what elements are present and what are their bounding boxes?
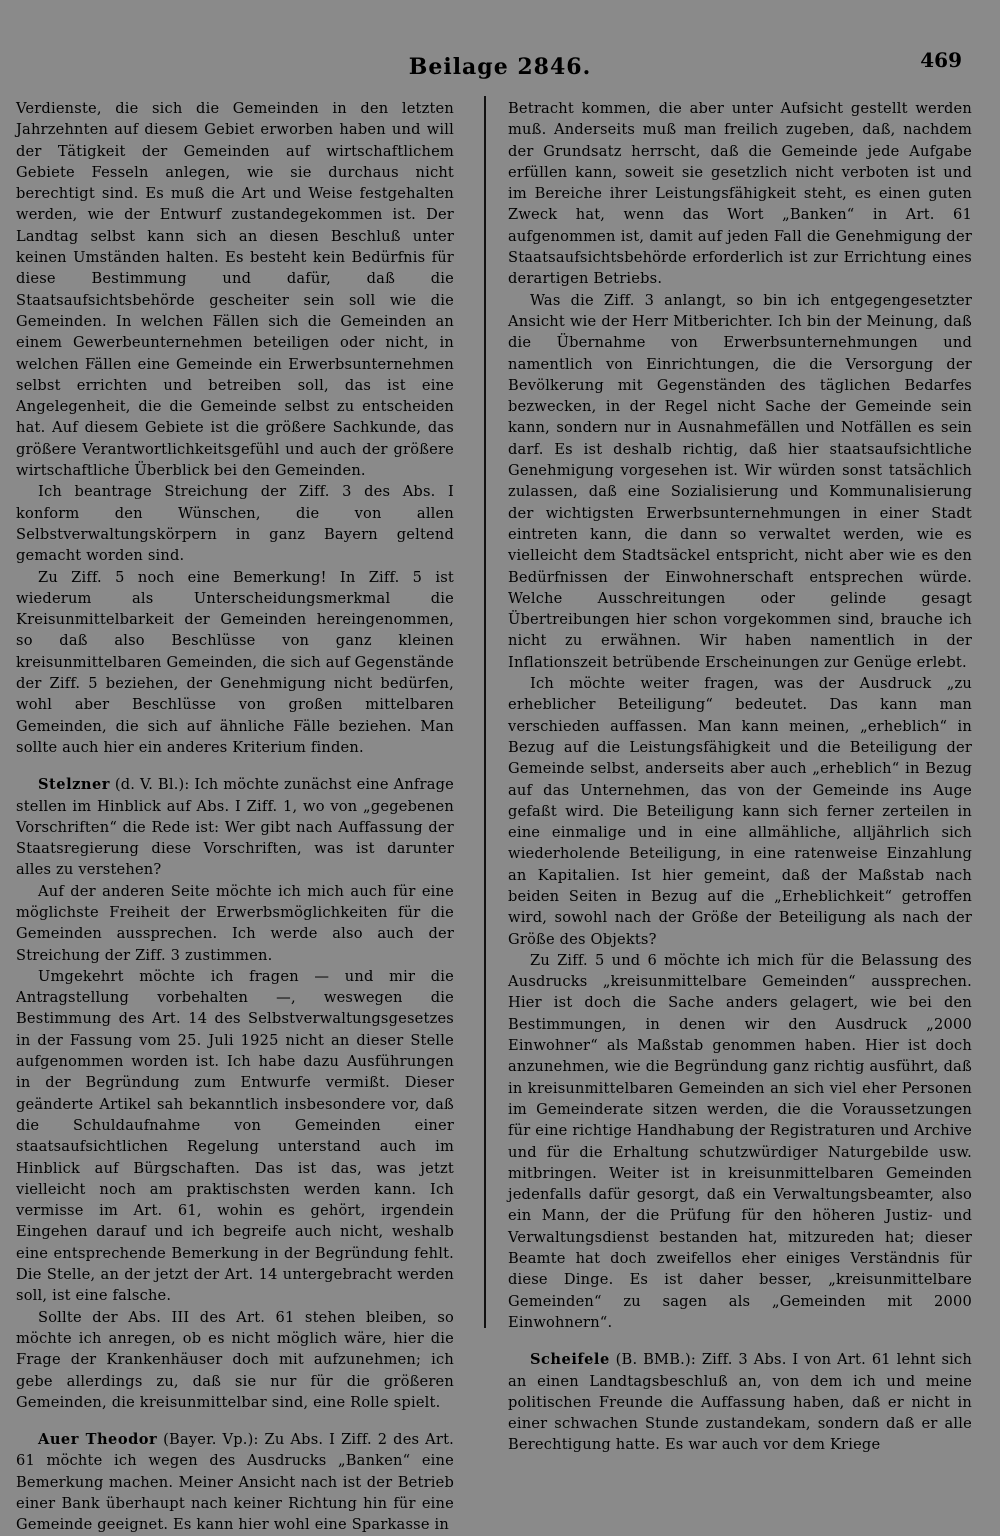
speech-paragraph	[508, 1349, 972, 1455]
paragraph: Ich beantrage Streichung der Ziff. 3 des Abs. I konform den Wünschen, die von allen Selbstverwaltungskörpern in ganz Bayern geltend gemacht worden sind.	[16, 483, 454, 565]
speech-paragraph	[16, 774, 454, 880]
speech-text: (B. BMB.): Ziff. 3 Abs. I von Art. 61 lehnt sich an einen Landtagsbeschluß an, von dem ich und meine politischen Freunde die Auffassung haben, daß er nicht in einer schwachen Stunde zustandekam, sondern daß er alle Berechtigung hatte. Es war auch vor dem Kriege	[508, 1351, 972, 1454]
speaker-name: Auer Theodor	[38, 1431, 158, 1449]
paragraph: Umgekehrt möchte ich fragen — und mir die Antragstellung vorbehalten —, weswegen die Bestimmung des Art. 14 des Selbstverwaltungsgesetzes in der Fassung vom 25. Juli 1925 nicht an dieser Stelle aufgenommen worden ist. Ich habe dazu Ausführungen in der Begründung zum Entwurfe vermißt. Dieser geänderte Artikel sah bekanntlich insbesondere vor, daß die Schuldaufnahme von Gemeinden einer staatsaufsichtlichen Regelung unterstand auch im Hinblick auf Bürgschaften. Das ist das, was jetzt vielleicht noch am praktischsten werden kann. Ich vermisse im Art. 61, wohin es gehört, irgendein Eingehen darauf und ich begreife auch nicht, weshalb eine entsprechende Bemerkung in der Begründung fehlt. Die Stelle, an der jetzt der Art. 14 untergebracht werden soll, ist eine falsche.	[16, 967, 454, 1305]
speech-text: (d. V. Bl.): Ich möchte zunächst eine Anfrage stellen im Hinblick auf Abs. I Ziff. 1, wo von „gegebenen Vorschriften“ die Rede ist: Wer gibt nach Auffassung der Staatsregierung diese Vorschriften, was ist darunter alles zu verstehen?	[16, 776, 454, 879]
page-number: 469	[920, 48, 962, 72]
left-column	[16, 98, 454, 1536]
paragraph: Zu Ziff. 5 und 6 möchte ich mich für die Belassung des Ausdrucks „kreisunmittelbare Gemeinden“ aussprechen. Hier ist doch die Sache anders gelagert, wie bei den Bestimmungen, in denen wir den Ausdruck „2000 Einwohner“ als Maßstab genommen haben. Hier ist doch anzunehmen, wie die Begründung ganz richtig ausführt, daß in kreisunmittelbaren Gemeinden an sich viel eher Personen im Gemeinderate sitzen werden, die die Voraussetzungen für eine richtige Handhabung der Registraturen und Archive und für die Erhaltung schutzwürdiger Naturgebilde usw. mitbringen. Weiter ist in kreisunmittelbaren Gemeinden jedenfalls dafür gesorgt, daß ein Verwaltungsbeamter, also ein Mann, der die Prüfung für den höheren Justiz- und Verwaltungsdienst bestanden hat, mitzureden hat; dieser Beamte hat doch zweifellos eher einiges Verständnis für diese Dinge. Es ist daher besser, „kreisunmittelbare Gemeinden“ zu sagen als „Gemeinden mit 2000 Einwohnern“.	[508, 951, 972, 1331]
paragraph: Verdienste, die sich die Gemeinden in den letzten Jahrzehnten auf diesem Gebiet erworben haben und will der Tätigkeit der Gemeinden auf wirtschaftlichem Gebiete Fesseln anlegen, wie sie durchaus nicht berechtigt sind. Es muß die Art und Weise festgehalten werden, wie der Entwurf zustandegekommen ist. Der Landtag selbst kann sich an diesen Beschluß unter keinen Umständen halten. Es besteht kein Bedürfnis für diese Bestimmung und dafür, daß die Staatsaufsichtsbehörde gescheiter sein soll wie die Gemeinden. In welchen Fällen sich die Gemeinden an einem Gewerbeunternehmen beteiligen oder nicht, in welchen Fällen eine Gemeinde ein Erwerbsunternehmen selbst errichten und betreiben soll, das ist eine Angelegenheit, die die Gemeinde selbst zu entscheiden hat. Auf diesem Gebiete ist die größere Sachkunde, das größere Verantwortlichkeitsgefühl und auch der größere wirtschaftliche Überblick bei den Gemeinden.	[16, 100, 454, 480]
speaker-name: Stelzner	[38, 776, 110, 794]
column-divider	[484, 96, 486, 1328]
paragraph: Zu Ziff. 5 noch eine Bemerkung! In Ziff. 5 ist wiederum als Unterscheidungsmerkmal die Kreisunmittelbarkeit der Gemeinden hereingenommen, so daß also Beschlüsse von ganz kleinen kreisunmittelbaren Gemeinden, die sich auf Gegenstände der Ziff. 5 beziehen, der Genehmigung nicht bedürfen, wohl aber Beschlüsse von großen mittelbaren Gemeinden, die sich auf ähnliche Fälle beziehen. Man sollte auch hier ein anderes Kriterium finden.	[16, 568, 454, 756]
speech-text: (Bayer. Vp.): Zu Abs. I Ziff. 2 des Art. 61 möchte ich wegen des Ausdrucks „Banken“ eine Bemerkung machen. Meiner Ansicht nach ist der Betrieb einer Bank überhaupt nach keiner Richtung hin für eine Gemeinde geeignet. Es kann hier wohl eine Sparkasse in	[16, 1431, 454, 1534]
right-column	[508, 98, 972, 1456]
page-title: Beilage 2846.	[408, 54, 592, 80]
paragraph: Betracht kommen, die aber unter Aufsicht gestellt werden muß. Anderseits muß man freilich zugeben, daß, nachdem der Grundsatz herrscht, daß die Gemeinde jede Aufgabe erfüllen kann, soweit sie gesetzlich nicht verboten ist und im Bereiche ihrer Leistungsfähigkeit steht, es einen guten Zweck hat, wenn das Wort „Banken“ in Art. 61 aufgenommen ist, damit auf jeden Fall die Genehmigung der Staatsaufsichtsbehörde erforderlich ist zur Errichtung eines derartigen Betriebs.	[508, 100, 972, 288]
speech-paragraph	[16, 1429, 454, 1535]
paragraph: Ich möchte weiter fragen, was der Ausdruck „zu erheblicher Beteiligung“ bedeutet. Das kann man verschieden auffassen. Man kann meinen, „erheblich“ in Bezug auf die Leistungsfähigkeit und die Beteiligung der Gemeinde selbst, anderseits aber auch „erheblich“ in Bezug auf das Unternehmen, das von der Gemeinde ins Auge gefaßt wird. Die Beteiligung kann sich ferner zerteilen in eine einmalige und in eine allmähliche, alljährlich sich wiederholende Beteiligung, in eine ratenweise Einzahlung an Kapitalien. Ist hier gemeint, daß der Maßstab nach beiden Seiten in Bezug auf die „Erheblichkeit“ getroffen wird, sowohl nach der Größe der Beteiligung als nach der Größe des Objekts?	[508, 675, 972, 948]
paragraph: Sollte der Abs. III des Art. 61 stehen bleiben, so möchte ich anregen, ob es nicht möglich wäre, hier die Frage der Krankenhäuser doch mit aufzunehmen; ich gebe allerdings zu, daß sie nur für die größeren Gemeinden, die kreisunmittelbar sind, eine Rolle spielt.	[16, 1308, 454, 1411]
page-header	[0, 44, 1000, 92]
paragraph: Auf der anderen Seite möchte ich mich auch für eine möglichste Freiheit der Erwerbsmöglichkeiten für die Gemeinden aussprechen. Ich werde also auch der Streichung der Ziff. 3 zustimmen.	[16, 882, 454, 964]
paragraph: Was die Ziff. 3 anlangt, so bin ich entgegengesetzter Ansicht wie der Herr Mitberichter. Ich bin der Meinung, daß die Übernahme von Erwerbsunternehmungen und namentlich von Einrichtungen, die die Versorgung der Bevölkerung mit Gegenständen des täglichen Bedarfes bezwecken, in der Regel nicht Sache der Gemeinde sein kann, sondern nur in Ausnahmefällen und Notfällen es sein darf. Es ist deshalb richtig, daß hier staatsaufsichtliche Genehmigung vorgesehen ist. Wir würden sonst tatsächlich zulassen, daß eine Sozialisierung und Kommunalisierung der wichtigsten Erwerbsunternehmungen in einer Stadt eintreten kann, die dann so verwaltet werden, wie es vielleicht dem Stadtsäckel entspricht, nicht aber wie es den Bedürfnissen der Einwohnerschaft entsprechen würde. Welche Ausschreitungen oder gelinde gesagt Übertreibungen hier schon vorgekommen sind, brauche ich nicht zu erwähnen. Wir haben namentlich in der Inflationszeit betrübende Erscheinungen zur Genüge erlebt.	[508, 291, 972, 671]
speaker-name: Scheifele	[530, 1351, 610, 1369]
